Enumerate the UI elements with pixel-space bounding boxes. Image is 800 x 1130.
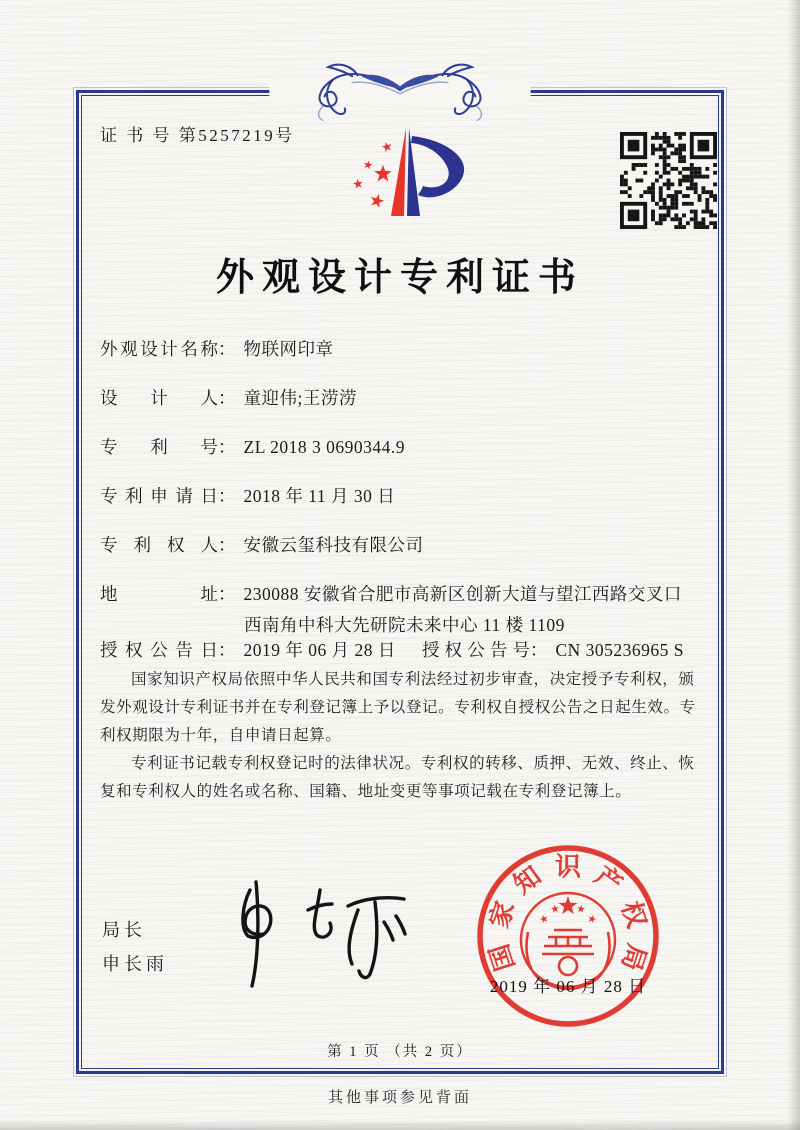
field-row-designer <box>100 385 700 410</box>
field-label: 专利权人 <box>100 535 218 555</box>
svg-text:家: 家 <box>484 897 521 932</box>
scan-edge-bottom <box>0 1120 800 1130</box>
seal-date: 2019 年 06 月 28 日 <box>489 977 647 996</box>
svg-text:产: 产 <box>589 860 628 900</box>
certificate-body-paragraph-2: 专利证书记载专利权登记时的法律状况。专利权的转移、质押、无效、终止、恢复和专利权人的姓名或名称、国籍、地址变更等事项记载在专利登记簿上。 <box>100 754 695 800</box>
director-signature <box>212 876 424 994</box>
field-label: 外观设计名称 <box>100 339 218 359</box>
field-value: CN 305236965 S <box>555 640 685 660</box>
certificate-body <box>100 666 702 805</box>
address-line-2: 西南角中科大先研院未来中心 11 楼 1109 <box>244 615 565 635</box>
field-value: 2019 年 06 月 28 日 <box>243 640 396 660</box>
field-value: 物联网印章 <box>243 339 334 359</box>
field-label: 专利申请日 <box>100 486 218 506</box>
field-colon: ： <box>218 339 236 359</box>
official-seal <box>472 840 664 1032</box>
field-colon: ： <box>218 486 236 506</box>
field-value: 2018 年 11 月 30 日 <box>243 486 396 506</box>
field-colon: ： <box>218 640 236 660</box>
scan-edge-right <box>788 0 800 1130</box>
signer-role: 局长 <box>102 920 146 940</box>
field-row-patent-no <box>100 434 700 459</box>
field-colon: ： <box>218 584 236 604</box>
signer-name: 申长雨 <box>102 954 168 974</box>
field-colon: ： <box>530 640 548 660</box>
field-colon: ： <box>218 535 236 555</box>
field-value: 安徽云玺科技有限公司 <box>243 535 424 555</box>
field-row-patentee <box>100 532 700 557</box>
field-label: 专利号 <box>100 437 218 457</box>
field-label: 地址 <box>100 584 218 604</box>
field-label: 授权公告日 <box>100 640 218 660</box>
field-label: 授权公告号 <box>422 640 530 660</box>
field-value: 童迎伟;王涝涝 <box>243 388 357 408</box>
field-row-grant <box>100 637 700 662</box>
back-note: 其他事项参见背面 <box>327 1090 472 1106</box>
svg-text:识: 识 <box>554 852 582 882</box>
svg-text:权: 权 <box>615 897 652 932</box>
svg-text:局: 局 <box>615 940 652 975</box>
cnipa-logo <box>330 116 480 228</box>
page-number: 第 1 页 （共 2 页） <box>327 1044 473 1060</box>
field-label: 设计人 <box>100 388 218 408</box>
field-colon: ： <box>218 437 236 457</box>
svg-text:国: 国 <box>484 940 521 975</box>
certificate-body-paragraph-1: 国家知识产权局依照中华人民共和国专利法经过初步审查，决定授予专利权，颁发外观设计专利证书并在专利登记簿上予以登记。专利权自授权公告之日起生效。专利权期限为十年，自申请日起算。 <box>100 671 696 744</box>
field-row-design-name <box>100 336 700 361</box>
field-value: ZL 2018 3 0690344.9 <box>243 437 405 457</box>
field-row-filing-date <box>100 483 700 508</box>
certificate-title: 外观设计专利证书 <box>215 257 584 299</box>
logo-stars <box>352 141 392 209</box>
logo-p-monogram <box>391 128 464 216</box>
certificate-number: 证 书 号 第5257219号 <box>100 126 295 145</box>
field-value: 230088 安徽省合肥市高新区创新大道与望江西路交叉口 <box>243 584 682 604</box>
field-colon: ： <box>218 388 236 408</box>
svg-text:知: 知 <box>508 860 547 900</box>
field-row-address <box>100 581 700 606</box>
qr-code <box>620 132 717 229</box>
grant-number-group <box>422 637 684 662</box>
